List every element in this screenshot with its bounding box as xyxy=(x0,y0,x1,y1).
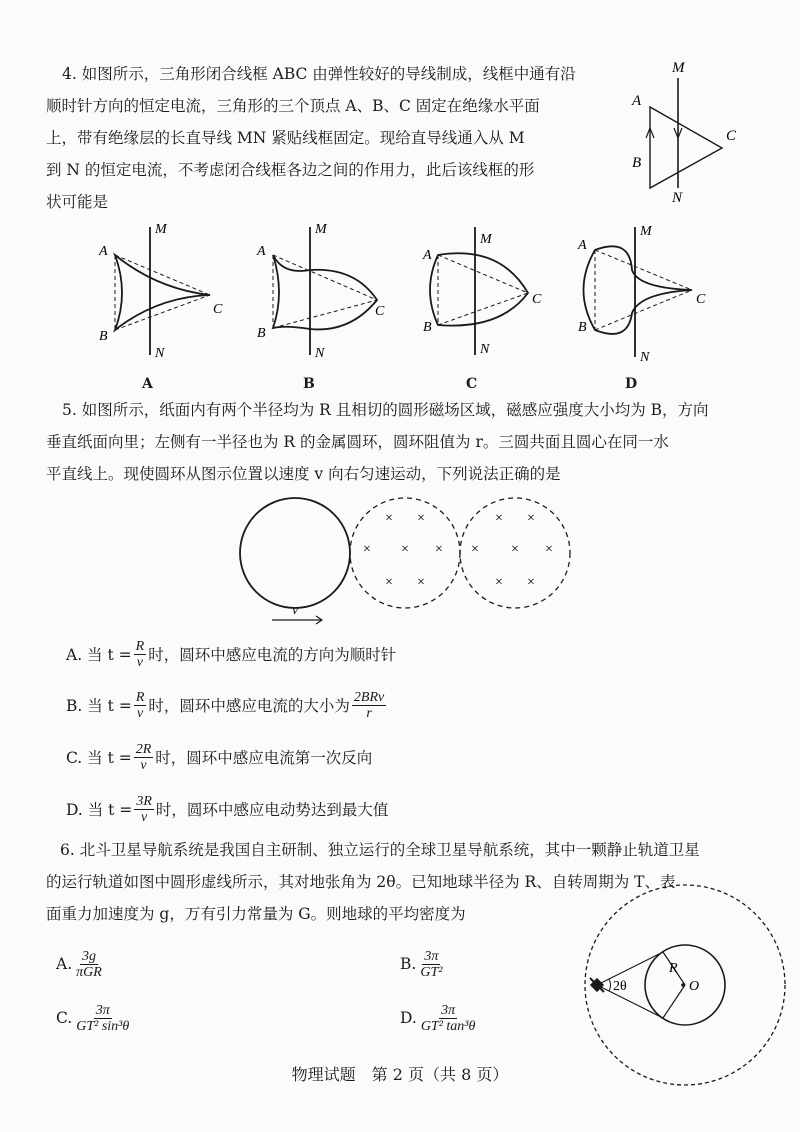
label-A: A xyxy=(578,238,587,253)
field-cross: × xyxy=(385,511,393,526)
field-cross: × xyxy=(435,542,443,557)
q4-line-5: 状可能是 xyxy=(46,193,109,211)
field-cross: × xyxy=(495,511,503,526)
label-M: M xyxy=(155,222,167,237)
metal-ring xyxy=(240,498,350,608)
field-cross: × xyxy=(401,542,409,557)
label-C: C xyxy=(532,292,542,307)
label-B: B xyxy=(423,320,432,335)
q4-label-M: M xyxy=(672,60,685,76)
q5-text xyxy=(46,394,709,490)
label-A: A xyxy=(257,244,266,259)
label-C: C xyxy=(375,304,385,319)
label-A: A xyxy=(99,244,108,259)
q6-line-2: 的运行轨道如图中圆形虚线所示，其对地张角为 2θ。已知地球半径为 R、自转周期为 T、表 xyxy=(46,873,676,891)
label-N: N xyxy=(315,346,325,361)
q4-option-b-label[interactable]: B xyxy=(303,376,315,392)
q5-option-d[interactable]: D. 当 t = $\frac{3R}{v}$ 时，圆环中感应电动势达到最大值 xyxy=(66,793,389,825)
label-M: M xyxy=(480,232,492,247)
q4-label-N: N xyxy=(672,190,683,206)
q4-option-a-figure xyxy=(95,222,245,375)
q4-option-d-label[interactable]: D xyxy=(625,376,638,392)
label-M: M xyxy=(640,224,652,239)
q4-line-1: 4. 如图所示，三角形闭合线框 ABC 由弹性较好的导线制成，线框中通有沿 xyxy=(62,65,576,83)
q4-label-A: A xyxy=(632,93,642,109)
angle-label: 2θ xyxy=(613,979,627,994)
q6-figure xyxy=(585,880,785,1090)
label-A: A xyxy=(423,248,432,263)
q6-option-a[interactable]: A. $\frac{3g}{\text{πGR}}$ xyxy=(56,948,102,980)
q6-line-1: 6. 北斗卫星导航系统是我国自主研制、独立运行的全球卫星导航系统，其中一颗静止轨道卫星 xyxy=(60,841,700,859)
satellite-icon xyxy=(590,978,604,992)
q5-option-a[interactable]: A. 当 t = $\frac{R}{v}$ 时，圆环中感应电流的方向为顺时针 xyxy=(66,638,397,670)
velocity-label: v xyxy=(292,603,299,618)
field-cross: × xyxy=(417,511,425,526)
q5-line-3: 平直线上。现使圆环从图示位置以速度 v 向右匀速运动，下列说法正确的是 xyxy=(46,465,561,483)
q5-figure xyxy=(236,490,576,630)
q5-option-b[interactable]: B. 当 t = $\frac{R}{v}$ 时，圆环中感应电流的大小为 $\frac{\text{2BRv}}{r}$ xyxy=(66,689,385,721)
field-cross: × xyxy=(385,575,393,590)
q6-option-d[interactable]: D. $\frac{3\pi}{\text{GT² tan³θ}}$ xyxy=(400,1002,476,1034)
label-C: C xyxy=(696,292,706,307)
label-N: N xyxy=(155,346,165,361)
label-M: M xyxy=(315,222,327,237)
field-cross: × xyxy=(417,575,425,590)
label-N: N xyxy=(640,350,650,365)
q6-option-b[interactable]: B. $\frac{3\pi}{\text{GT²}}$ xyxy=(400,948,443,980)
field-cross: × xyxy=(363,542,371,557)
page-footer: 物理试题 第 2 页（共 8 页） xyxy=(291,1065,509,1084)
label-C: C xyxy=(213,302,223,317)
label-B: B xyxy=(578,320,587,335)
label-N: N xyxy=(480,342,490,357)
q4-label-B: B xyxy=(632,155,642,171)
field-cross: × xyxy=(527,511,535,526)
field-cross: × xyxy=(471,542,479,557)
field-cross: × xyxy=(545,542,553,557)
center-label: O xyxy=(689,979,700,994)
q4-option-c-label[interactable]: C xyxy=(466,376,478,392)
q4-line-2: 顺时针方向的恒定电流，三角形的三个顶点 A、B、C 固定在绝缘水平面 xyxy=(46,97,540,115)
label-B: B xyxy=(257,326,266,341)
field-cross: × xyxy=(527,575,535,590)
q4-option-a-label[interactable]: A xyxy=(142,376,153,392)
q6-option-c[interactable]: C. $\frac{3\pi}{\text{GT² sin³θ}}$ xyxy=(56,1002,130,1034)
q4-line-3: 上，带有绝缘层的长直导线 MN 紧贴线框固定。现给直导线通入从 M xyxy=(46,129,525,147)
field-cross: × xyxy=(511,542,519,557)
q4-main-figure xyxy=(620,60,750,210)
q4-option-d-figure xyxy=(580,225,730,375)
q4-text xyxy=(46,58,576,218)
q4-line-4: 到 N 的恒定电流，不考虑闭合线框各边之间的作用力，此后该线框的形 xyxy=(46,161,535,179)
q4-option-b-figure xyxy=(255,222,405,375)
q5-line-1: 5. 如图所示，纸面内有两个半径均为 R 且相切的圆形磁场区域，磁感应强度大小均为 B，方向 xyxy=(62,401,709,419)
label-B: B xyxy=(99,329,108,344)
q4-option-c-figure xyxy=(420,225,570,375)
q4-label-C: C xyxy=(726,128,737,144)
radius-label: R xyxy=(669,961,678,976)
field-cross: × xyxy=(495,575,503,590)
q6-line-3: 面重力加速度为 g，万有引力常量为 G。则地球的平均密度为 xyxy=(46,905,466,923)
q5-line-2: 垂直纸面向里；左侧有一半径也为 R 的金属圆环，圆环阻值为 r。三圆共面且圆心在同一水 xyxy=(46,433,669,451)
q5-option-c[interactable]: C. 当 t = $\frac{2R}{v}$ 时，圆环中感应电流第一次反向 xyxy=(66,741,373,773)
